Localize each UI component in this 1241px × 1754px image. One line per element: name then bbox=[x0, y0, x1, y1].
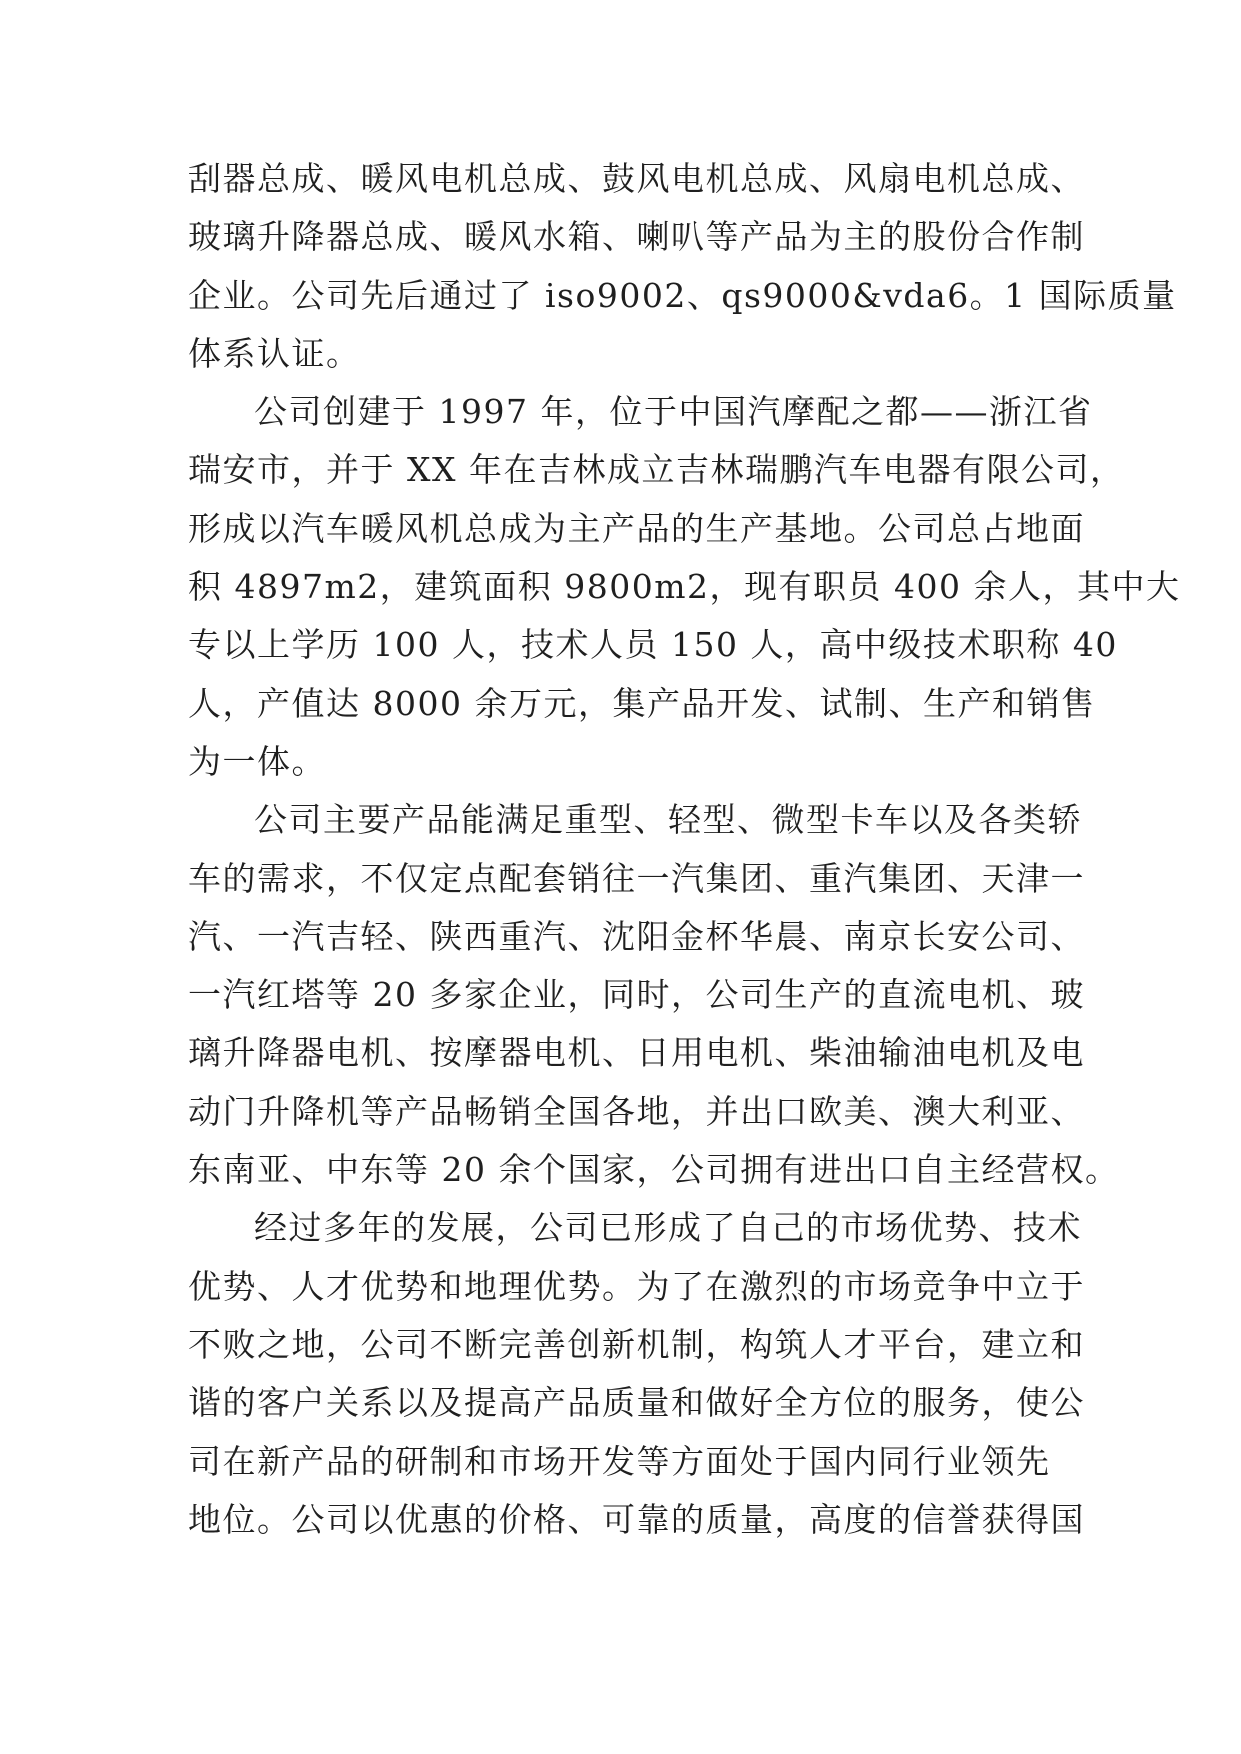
text-line: 刮器总成、暖风电机总成、鼓风电机总成、风扇电机总成、 bbox=[188, 159, 1085, 198]
paragraph-first-line: 公司创建于 1997 年，位于中国汽摩配之都——浙江省 bbox=[254, 392, 1093, 432]
paragraph-first-line: 公司主要产品能满足重型、轻型、微型卡车以及各类轿 bbox=[254, 800, 1082, 840]
text-line: 为一体。 bbox=[188, 741, 326, 781]
paragraph-first-line: 经过多年的发展，公司已形成了自己的市场优势、技术 bbox=[254, 1208, 1082, 1248]
text-line: 体系认证。 bbox=[188, 333, 361, 373]
text-line: 形成以汽车暖风机总成为主产品的生产基地。公司总占地面 bbox=[188, 508, 1085, 548]
text-line: 汽、一汽吉轻、陕西重汽、沈阳金杯华晨、南京长安公司、 bbox=[188, 916, 1085, 956]
text-line: 玻璃升降器总成、暖风水箱、喇叭等产品为主的股份合作制 bbox=[188, 217, 1085, 257]
text-line: 璃升降器电机、按摩器电机、日用电机、柴油输油电机及电 bbox=[188, 1033, 1085, 1073]
text-line: 优势、人才优势和地理优势。为了在激烈的市场竞争中立于 bbox=[188, 1266, 1085, 1306]
text-line: 企业。公司先后通过了 iso9002、qs9000&vda6。1 国际质量 bbox=[188, 275, 1177, 315]
text-line: 人，产值达 8000 余万元，集产品开发、试制、生产和销售 bbox=[188, 683, 1096, 723]
text-line: 一汽红塔等 20 多家企业，同时，公司生产的直流电机、玻 bbox=[188, 975, 1085, 1015]
text-line: 不败之地，公司不断完善创新机制，构筑人才平台，建立和 bbox=[188, 1324, 1085, 1364]
text-line: 车的需求，不仅定点配套销往一汽集团、重汽集团、天津一 bbox=[188, 858, 1085, 898]
text-line: 地位。公司以优惠的价格、可靠的质量，高度的信誉获得国 bbox=[188, 1499, 1085, 1539]
text-line: 动门升降机等产品畅销全国各地，并出口欧美、澳大利亚、 bbox=[188, 1091, 1085, 1131]
text-line: 专以上学历 100 人，技术人员 150 人，高中级技术职称 40 bbox=[188, 625, 1118, 665]
text-line: 瑞安市，并于 XX 年在吉林成立吉林瑞鹏汽车电器有限公司， bbox=[188, 450, 1125, 490]
text-line: 司在新产品的研制和市场开发等方面处于国内同行业领先 bbox=[188, 1441, 1051, 1481]
text-line: 积 4897m2，建筑面积 9800m2，现有职员 400 余人，其中大 bbox=[188, 567, 1181, 607]
text-line: 谐的客户关系以及提高产品质量和做好全方位的服务，使公 bbox=[188, 1383, 1085, 1423]
text-line: 东南亚、中东等 20 余个国家，公司拥有进出口自主经营权。 bbox=[188, 1150, 1120, 1190]
document-body bbox=[188, 150, 1181, 1549]
